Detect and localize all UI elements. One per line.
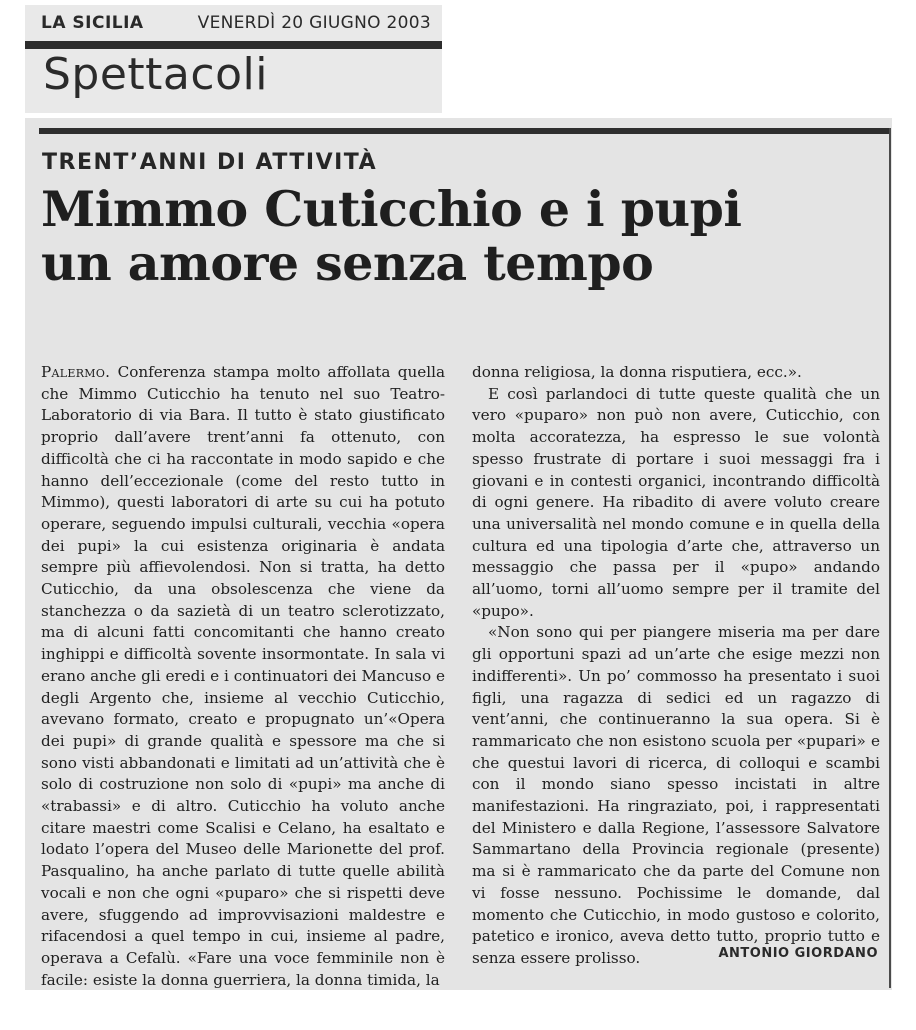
dateline: Palermo.: [41, 363, 111, 381]
article-headline: [41, 182, 871, 290]
headline-line-2: un amore senza tempo: [41, 234, 654, 292]
article-top-rule: [39, 128, 889, 134]
section-title: Spettacoli: [43, 49, 268, 100]
right-column-paragraph-3: «Non sono qui per piangere miseria ma per dare gli opportuni spazi ad un’arte che esige mezzi non indifferenti». Un po’ commosso ha presentato i suoi figli, una ragazza di sedici ed un ragazzo di vent’anni, che continueranno la sua opera. Si è rammaricato che non esistono scuola per «pupari» e che questui lavori di ricerca, di colloqui e scambi con il mondo siano spesso incistati in altre manifestazioni. Ha ringraziato, poi, i rappresentati del Ministero e dalla Regione, l’assessore Salvatore Sammartano della Provincia regionale (presente) ma si è rammaricato che da parte del Comune non vi fosse nessuno. Pochissime le domande, dal momento che Cuticchio, in modo gustoso e colorito, patetico e ironico, aveva detto tutto, proprio tutto e senza essere prolisso.: [472, 623, 880, 967]
headline-line-1: Mimmo Cuticchio e i pupi: [41, 180, 742, 238]
left-column-text: Conferenza stampa molto affollata quella che Mimmo Cuticchio ha tenuto nel suo Teatro-Laboratorio di via Bara. Il tutto è stato giustificato proprio dall’avere trent’anni fa ottenuto, con difficoltà che ci ha raccontate in modo sapido e che hanno dell’eccezionale (come del resto tutto in Mimmo), questi laboratori di arte su cui ha potuto operare, seguendo impulsi culturali, vecchia «opera dei pupi» la cui esistenza originaria è andata sempre più affievolendosi. Non si tratta, ha detto Cuticchio, da una obsolescenza che viene da stanchezza o da sazietà di un teatro sclerotizzato, ma di alcuni fatti concomitanti che hanno creato inghippi e difficoltà sovente insormontate. In sala vi erano anche gli eredi e i continuatori dei Mancuso e degli Argento che, insieme al vecchio Cuticchio, avevano formato, creato e propugnato un’«Opera dei pupi» di grande qualità e spessore ma che si sono visti abbandonati e limitati ad un’attività che è solo di costruzione non solo di «pupi» ma anche di «trabassi» e di altro. Cuticchio ha voluto anche citare maestri come Scalisi e Celano, ha esaltato e lodato l’opera del Museo delle Marionette del prof. Pasqualino, ha anche parlato di tutte quelle abilità vocali e non che ogni «puparo» che si rispetti deve avere, sfuggendo ad improvvisazioni maldestre e rifacendosi a quel tempo in cui, insieme al padre, operava a Cefalù. «Fare una voce femminile non è facile: esiste la donna guerriera, la donna timida, la: [41, 363, 446, 989]
article-kicker: TRENT’ANNI DI ATTIVITÀ: [42, 150, 378, 175]
masthead-row: [41, 13, 431, 39]
article-right-border: [889, 128, 891, 988]
article-clipping: [25, 118, 892, 990]
article-column-right: [472, 362, 880, 970]
newspaper-name: LA SICILIA: [41, 13, 144, 33]
right-column-paragraph-2: E così parlandoci di tutte queste qualità che un vero «puparo» non può non avere, Cuticchio, con molta accoratezza, ha espresso le sue volontà spesso frustrate di portare i suoi messaggi fra i giovani e in contesti organici, incontrando difficoltà di ogni genere. Ha ribadito di avere voluto creare una universalità nel mondo comune e in quella della cultura ed una tipologia d’arte che, attraverso un messaggio che passa per il «pupo» andando all’uomo, torni all’uomo sempre per il tramite del «pupo».: [472, 384, 880, 620]
masthead-clipping: [25, 5, 442, 113]
article-byline: ANTONIO GIORDANO: [718, 946, 878, 961]
left-column-paragraph: [41, 362, 445, 990]
right-column-paragraph-1: donna religiosa, la donna risputiera, ecc.».: [472, 363, 802, 381]
masthead-rule: [25, 41, 442, 49]
article-column-left: [41, 362, 445, 990]
publication-date: VENERDÌ 20 GIUGNO 2003: [197, 13, 431, 33]
